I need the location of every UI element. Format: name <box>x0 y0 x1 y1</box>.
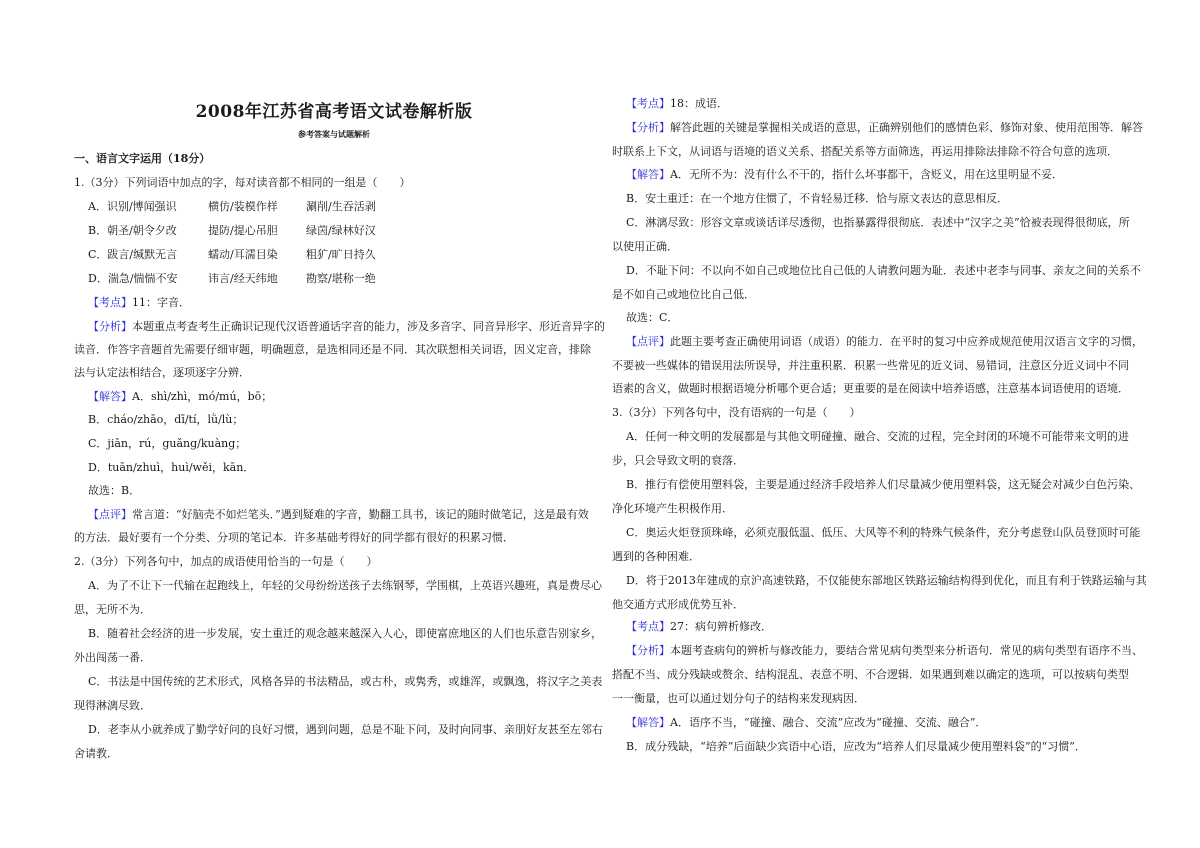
q1-jieda-c: C．jiān，rú，guǎng/kuàng； <box>88 437 247 450</box>
q1-option-d-2: 讳言/经天纬地 <box>208 272 278 285</box>
q2-dianping: 【点评】此题主要考查正确使用词语（成语）的能力．在平时的复习中应养成规范使用汉语言文字的习惯， <box>626 335 1143 348</box>
q1-option-b-1: B．朝圣/朝令夕改 <box>88 224 177 237</box>
q3-stem: 3.（3分）下列各句中，没有语病的一句是（ ） <box>612 406 861 419</box>
q3-option-b-line2: 净化环境产生积极作用． <box>612 502 733 515</box>
q2-jieda-d-line2: 是不如自己或地位比自己低． <box>612 288 755 301</box>
q2-jieda-c-line2: 以使用正确． <box>612 240 678 253</box>
q1-option-a-1: A．识别/博闻强识 <box>88 200 177 213</box>
q1-jieda: 【解答】A．shì/zhì，mó/mú，bō； <box>88 390 273 403</box>
section-heading: 一、语言文字运用（18分） <box>74 152 211 165</box>
q3-option-a-line2: 步，只会导致文明的衰落． <box>612 454 744 467</box>
fenxi-tag: 【分析】 <box>626 644 670 657</box>
fenxi-tag: 【分析】 <box>88 320 132 333</box>
q1-option-b-3: 绿茵/绿林好汉 <box>306 224 376 237</box>
q1-fenxi: 【分析】本题重点考查考生正确识记现代汉语普通话字音的能力，涉及多音字、同音异形字、形近音异字的 <box>88 320 605 333</box>
q2-option-d-line2: 舍请教． <box>74 747 118 760</box>
q3-option-d-line2: 他交通方式形成优势互补． <box>612 598 744 611</box>
q1-jieda-d: D．tuān/zhuì，huì/wěi，kān． <box>88 461 255 474</box>
q2-fenxi: 【分析】解答此题的关键是掌握相关成语的意思，正确辨别他们的感情色彩、修饰对象、使用范围等．解答 <box>626 121 1143 134</box>
q2-jieda-b: B．安土重迁：在一个地方住惯了，不肯轻易迁移．恰与原文表达的意思相反． <box>626 192 1009 205</box>
q2-option-a-line2: 思，无所不为． <box>74 603 151 616</box>
q3-fenxi: 【分析】本题考查病句的辨析与修改能力，要结合常见病句类型来分析语句．常见的病句类型有语序不当、 <box>626 644 1143 657</box>
q2-option-d-line1: D．老李从小就养成了勤学好问的良好习惯，遇到问题，总是不耻下问，及时向同事、亲朋好友甚至左邻右 <box>88 723 603 736</box>
document-title: 2008年江苏省高考语文试卷解析版 <box>195 102 473 122</box>
q1-fenxi-line3: 法与认定法相结合，逐项逐字分辨． <box>74 366 250 379</box>
q1-option-a-3: 涮削/生吞活剥 <box>306 200 376 213</box>
q2-option-b-line2: 外出闯荡一番． <box>74 651 151 664</box>
q3-fenxi-line2: 搭配不当、成分残缺或赘余、结构混乱、表意不明、不合逻辑．如果遇到难以确定的选项，可以按病句类型 <box>612 668 1129 681</box>
q1-answer: 故选：B． <box>88 484 141 497</box>
q3-jieda-b: B．成分残缺，“培养”后面缺少宾语中心语，应改为“培养人们尽量减少使用塑料袋”的“习惯”． <box>626 740 1086 753</box>
q2-kaodian: 【考点】18：成语． <box>626 97 728 110</box>
kaodian-tag: 【考点】 <box>88 296 132 309</box>
q1-stem: 1.（3分）下列词语中加点的字，每对读音都不相同的一组是（ ） <box>74 176 411 189</box>
q3-jieda: 【解答】A．语序不当，“碰撞、融合、交流”应改为“碰撞、交流、融合”． <box>626 716 987 729</box>
q1-option-d-3: 勘察/堪称一绝 <box>306 272 376 285</box>
q2-option-c-line1: C．书法是中国传统的艺术形式，风格各异的书法精品，或古朴，或隽秀，或雄浑，或飘逸，将汉字之美表 <box>88 675 603 688</box>
q2-option-b-line1: B．随着社会经济的进一步发展，安土重迁的观念越来越深入人心，即使富庶地区的人们也乐意告别家乡， <box>88 627 603 640</box>
q2-option-c-line2: 现得淋漓尽致． <box>74 699 151 712</box>
q1-jieda-b: B．cháo/zhāo，dī/tí，lǜ/lù； <box>88 413 244 426</box>
q3-option-a-line1: A．任何一种文明的发展都是与其他文明碰撞、融合、交流的过程，完全封闭的环境不可能带来文明的进 <box>626 430 1129 443</box>
q3-option-c-line2: 遇到的各种困难． <box>612 550 700 563</box>
q3-fenxi-line3: 一一衡量，也可以通过划分句子的结构来发现病因． <box>612 692 865 705</box>
q2-fenxi-line2: 时联系上下文，从词语与语境的语义关系、搭配关系等方面筛选，再运用排除法排除不符合句意的选项． <box>612 145 1118 158</box>
kaodian-tag: 【考点】 <box>626 620 670 633</box>
q3-option-d-line1: D．将于2013年建成的京沪高速铁路，不仅能使东部地区铁路运输结构得到优化，而且有利于铁路运输与其 <box>626 574 1147 587</box>
kaodian-tag: 【考点】 <box>626 97 670 110</box>
q3-kaodian: 【考点】27：病句辨析修改． <box>626 620 772 633</box>
q2-jieda-d-line1: D．不耻下问：不以向不如自己或地位比自己低的人请教问题为耻．表述中老李与同事、亲友之间的关系不 <box>626 264 1141 277</box>
q2-option-a-line1: A．为了不让下一代输在起跑线上，年轻的父母纷纷送孩子去练钢琴，学围棋，上英语兴趣班，真是费尽心 <box>88 579 602 592</box>
fenxi-tag: 【分析】 <box>626 121 670 134</box>
q1-option-c-3: 粗犷/旷日持久 <box>306 248 376 261</box>
q1-option-a-2: 横仿/装模作样 <box>208 200 278 213</box>
q2-jieda: 【解答】A．无所不为：没有什么不干的，指什么坏事都干，含贬义，用在这里明显不妥． <box>626 168 1063 181</box>
jieda-tag: 【解答】 <box>626 168 670 181</box>
q2-answer: 故选：C． <box>626 311 679 324</box>
document-subtitle: 参考答案与试题解析 <box>298 129 370 139</box>
q1-fenxi-line2: 读音．作答字音题首先需要仔细审题，明确题意，是选相同还是不同．其次联想相关词语，因义定音，排除 <box>74 343 591 356</box>
dianping-tag: 【点评】 <box>88 508 132 521</box>
q3-option-b-line1: B．推行有偿使用塑料袋，主要是通过经济手段培养人们尽量减少使用塑料袋，这无疑会对减少白色污染、 <box>626 478 1141 491</box>
q1-option-c-1: C．跋言/缄默无言 <box>88 248 178 261</box>
q1-dianping: 【点评】常言道：“好脑壳不如烂笔头．”遇到疑难的字音，勤翻工具书，该记的随时做笔记，这是最有效 <box>88 508 589 521</box>
q1-option-b-2: 提防/提心吊胆 <box>208 224 278 237</box>
jieda-tag: 【解答】 <box>626 716 670 729</box>
q2-stem: 2.（3分）下列各句中，加点的成语使用恰当的一句是（ ） <box>74 555 378 568</box>
q2-jieda-c-line1: C．淋漓尽致：形容文章或谈话详尽透彻，也指暴露得很彻底．表述中“汉字之美”恰被表现得很彻底，所 <box>626 216 1130 229</box>
q2-dianping-line3: 语素的含义，做题时根据语境分析哪个更合适；更重要的是在阅读中培养语感，注意基本词语使用的语境． <box>612 382 1129 395</box>
jieda-tag: 【解答】 <box>88 390 132 403</box>
q3-option-c-line1: C．奥运火炬登顶珠峰，必须克服低温、低压、大风等不利的特殊气候条件，充分考虑登山队员登顶时可能 <box>626 526 1141 539</box>
q1-option-d-1: D．湍急/惴惴不安 <box>88 272 178 285</box>
dianping-tag: 【点评】 <box>626 335 670 348</box>
q1-option-c-2: 蠕动/耳濡目染 <box>208 248 278 261</box>
q1-kaodian: 【考点】11：字音． <box>88 296 190 309</box>
q1-dianping-line2: 的方法．最好要有一个分类、分项的笔记本．许多基础考得好的同学都有很好的积累习惯． <box>74 531 514 544</box>
q2-dianping-line2: 不要被一些媒体的错误用法所误导，并注重积累．积累一些常见的近义词、易错词，注意区分近义词中不同 <box>612 359 1129 372</box>
